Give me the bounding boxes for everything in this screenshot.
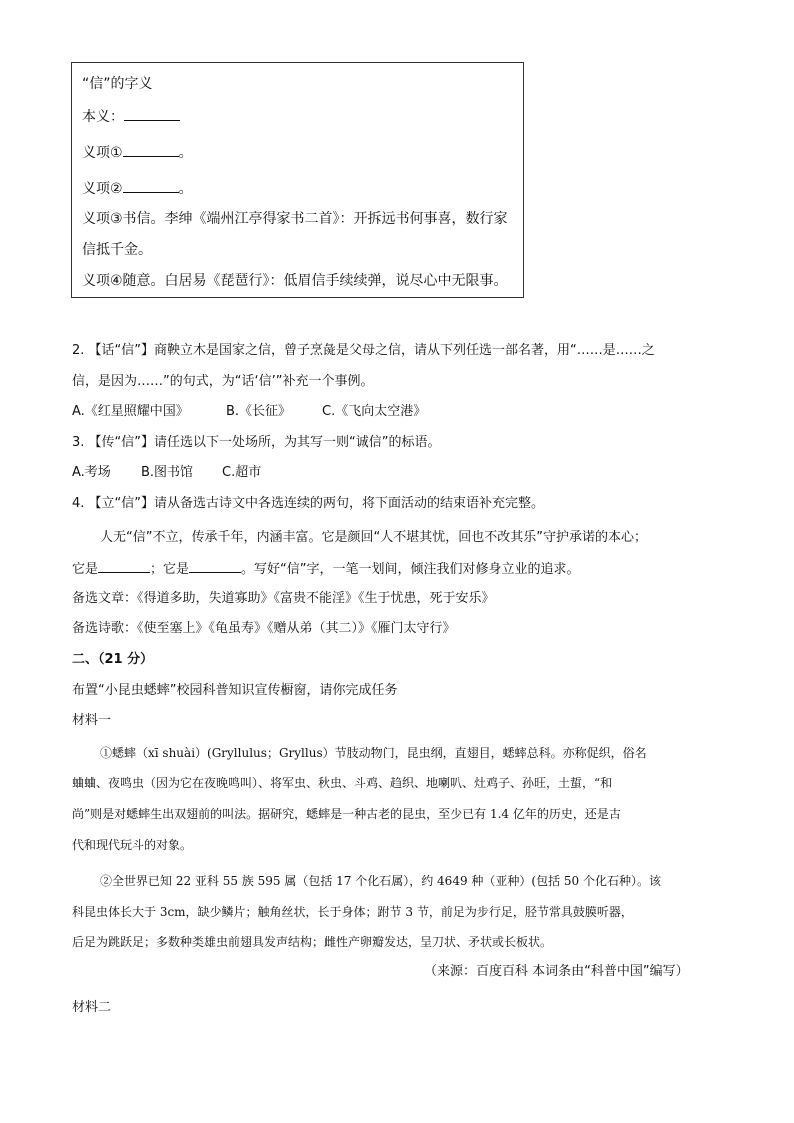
question-2-option-b: B.《长征》 [226,404,292,419]
question-2-line2: 信，是因为……”的句式，为“话‘信’”补充一个事例。 [72,374,374,389]
section-2-intro: 布置“小昆虫蟋蟀”校园科普知识宣传橱窗，请你完成任务 [72,683,398,698]
box-meaning-3: 义项③书信。李绅《端州江亭得家书二首》：开拆远书何事喜，数行家 [82,211,508,227]
answer-blank[interactable] [124,106,180,121]
section-2-heading: 二、（21 分） [72,652,154,667]
question-2-option-a: A.《红星照耀中国》 [72,404,189,419]
question-3-line1: 3. 【传“信”】请任选以下一处场所，为其写一则“诚信”的标语。 [72,435,441,450]
material-1-p1-line1: ①蟋蟀（xī shuài）(Gryllulus；Gryllus）节肢动物门，昆虫纲，直翅目，蟋蟀总科。亦称促织，俗名 [100,746,647,760]
answer-blank[interactable] [123,178,179,193]
answer-blank[interactable] [189,558,241,573]
box-original-meaning: 本义： [82,106,180,127]
question-3-option-b: B.图书馆 [141,465,194,480]
material-1-p2-line3: 后足为跳跃足；多数种类雄虫前翅具发声结构；雌性产卵瓣发达，呈刀状、矛状或长板状。 [72,935,553,949]
material-1-p1-line2: 蛐蛐、夜鸣虫（因为它在夜晚鸣叫）、将军虫、秋虫、斗鸡、趋织、地喇叭、灶鸡子、孙旺，土蜇，“和 [72,776,613,790]
question-4-para1: 人无“信”不立，传承千年，内涵丰富。它是颜回“人不堪其忧，回也不改其乐”守护承诺的本心； [100,530,647,545]
material-1-p1-line4: 代和现代玩斗的对象。 [72,838,193,852]
question-4-para2: 它是 ；它是 。写好“信”字，一笔一划间，倾注我们对修身立业的追求。 [72,558,580,580]
question-3-option-a: A.考场 [72,465,111,480]
box-title: “信”的字义 [82,76,153,92]
question-4-alt-articles: 备选文章：《得道多助，失道寡助》《富贵不能淫》《生于忧患，死于安乐》 [72,591,495,606]
question-2-option-c: C.《飞向太空港》 [322,404,427,419]
box-meaning-1: 义项① 。 [82,142,193,163]
material-1-p2-line1: ②全世界已知 22 亚科 55 族 595 属（包括 17 个化石属），约 4649 种（亚种）(包括 50 个化石种）。该 [100,874,661,888]
question-4-line1: 4. 【立“信”】请从备选古诗文中各选连续的两句，将下面活动的结束语补充完整。 [72,496,545,511]
answer-blank[interactable] [123,142,179,157]
question-3-option-c: C.超市 [222,465,262,480]
box-meaning-3-cont: 信抵千金。 [82,242,152,258]
material-2-label: 材料二 [72,1000,112,1015]
material-1-p2-line2: 科昆虫体长大于 3cm，缺少鳞片；触角丝状，长于身体；跗节 3 节，前足为步行足，胫节常具鼓膜听器， [72,905,633,919]
material-1-p1-line3: 尚”则是对蟋蟀生出双翅前的叫法。据研究，蟋蟀是一种古老的昆虫，至少已有 1.4 亿年的历史，还是古 [72,807,621,821]
material-1-source: （来源：百度百科 本词条由“科普中国”编写） [424,964,689,979]
answer-blank[interactable] [98,558,150,573]
box-meaning-4: 义项④随意。白居易《琵琶行》：低眉信手续续弹，说尽心中无限事。 [82,273,508,289]
question-2-line1: 2. 【话“信”】商鞅立木是国家之信，曾子烹彘是父母之信，请从下列任选一部名著，用“……是……之 [72,343,655,358]
box-meaning-2: 义项② 。 [82,178,193,199]
question-4-alt-poems: 备选诗歌：《使至塞上》《龟虽寿》《赠从弟（其二）》《雁门太守行》 [72,621,456,636]
material-1-label: 材料一 [72,713,112,728]
